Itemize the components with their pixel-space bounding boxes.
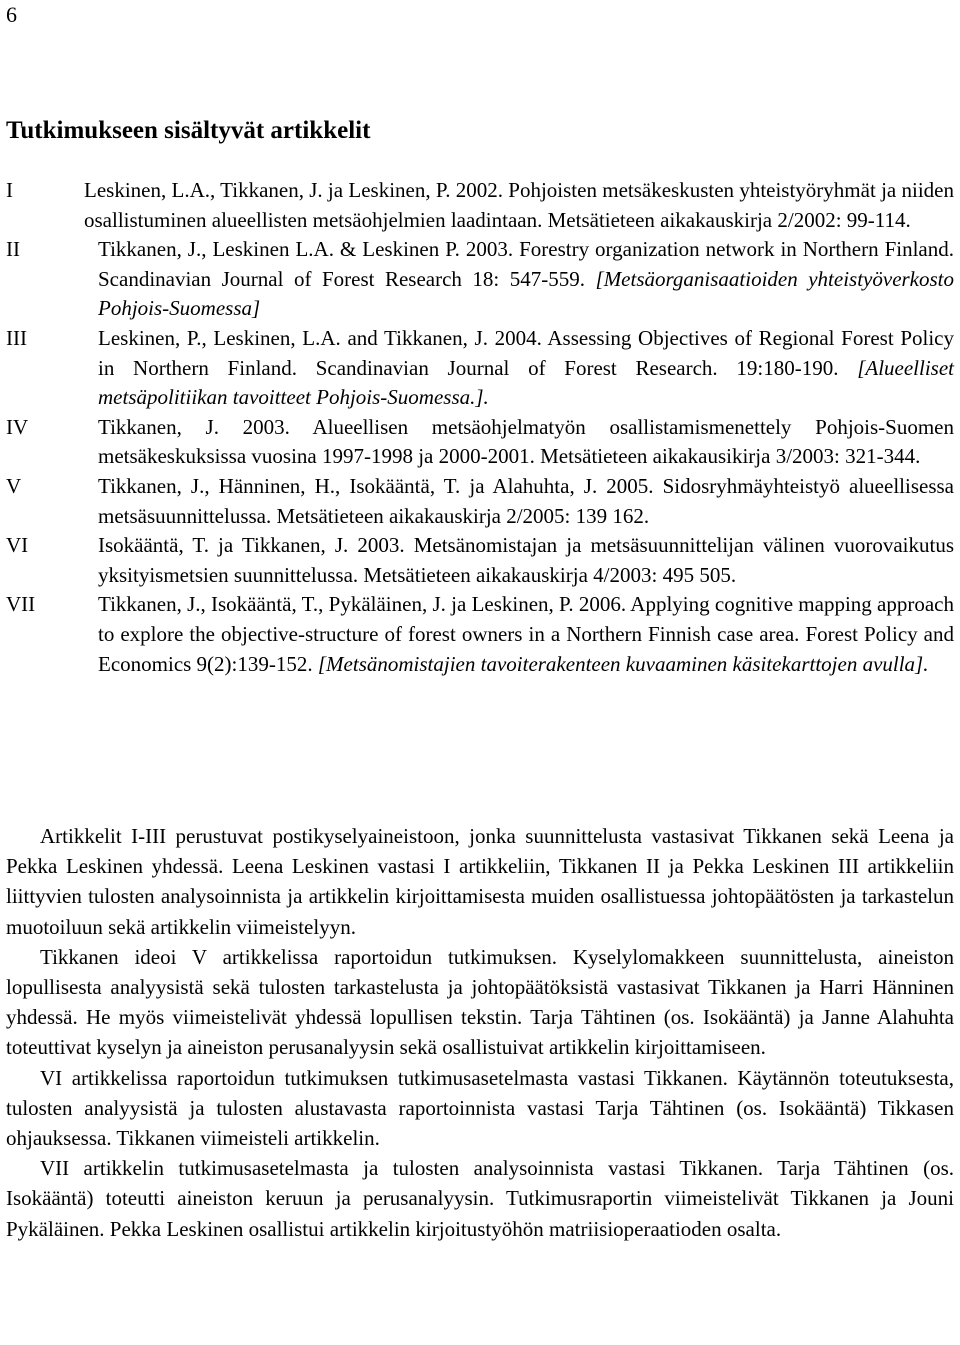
reference-text: Tikkanen, J., Hänninen, H., Isokääntä, T. ja Alahuhta, J. 2005. Sidosryhmäyhteistyö alueellisessa metsäsuunnittelussa. Metsätieteen aikakauskirja 2/2005: 139 162. (98, 473, 954, 528)
reference-item (6, 590, 954, 679)
reference-item (6, 176, 954, 235)
reference-note: [Metsänomistajien tavoiterakenteen kuvaaminen käsitekarttojen avulla]. (317, 651, 929, 676)
reference-note: [Alueelliset metsäpolitiikan tavoitteet Pohjois-Suomessa.]. (98, 355, 955, 410)
reference-text: Tikkanen, J., Isokääntä, T., Pykäläinen, J. ja Leskinen, P. 2006. Applying cognitive mapping approach to explore the objective-structure of forest owners in a Northern Finnish case area. Forest Policy and Economics 9(2):139-152. [Metsänomistajien tavoiterakenteen kuvaaminen käsitekarttojen avulla]. (98, 592, 954, 676)
reference-item (6, 531, 954, 590)
reference-number: III (6, 325, 27, 350)
section-heading: Tutkimukseen sisältyvät artikkelit (6, 117, 371, 144)
reference-note: [Metsäorganisaatioiden yhteistyöverkosto Pohjois-Suomessa] (98, 266, 955, 321)
reference-number: IV (6, 414, 29, 439)
reference-number: VI (6, 533, 29, 558)
reference-text: Leskinen, L.A., Tikkanen, J. ja Leskinen, P. 2002. Pohjoisten metsäkeskusten yhteistyöryhmät ja niiden osallistuminen alueellisten metsäohjelmien laadintaan. Metsätieteen aikakauskirja 2/2002: 99-114. (84, 178, 954, 232)
reference-text: Tikkanen, J. 2003. Alueellisen metsäohjelmatyön osallistamismenettely Pohjois-Suomen metsäkeskuksissa vuosina 1997-1998 ja 2000-2001. Metsätieteen aikakausikirja 3/2003: 321-344. (98, 414, 954, 469)
paragraph: Artikkelit I-III perustuvat postikyselyaineistoon, jonka suunnittelusta vastasivat Tikkanen sekä Leena ja Pekka Leskinen yhdessä. Leena Leskinen vastasi I artikkeliin, Tikkanen II ja Pekka Leskinen III artikkeliin liittyvien tulosten analysoinnista ja artikkelin kirjoittamisesta muiden osallistuessa johtopäätösten ja tarkastelun muotoiluun sekä artikkelin viimeistelyyn. (6, 824, 954, 939)
reference-item (6, 324, 954, 413)
reference-number: I (6, 178, 13, 202)
reference-number: V (6, 473, 22, 498)
reference-item (6, 235, 954, 324)
reference-text: Tikkanen, J., Leskinen L.A. & Leskinen P. 2003. Forestry organization network in Northern Finland. Scandinavian Journal of Forest Research 18: 547-559. [Metsäorganisaatioiden yhteistyöverkosto Pohjois-Suomessa] (98, 237, 955, 321)
reference-list (6, 176, 954, 679)
reference-text: Leskinen, P., Leskinen, L.A. and Tikkanen, J. 2004. Assessing Objectives of Regional Forest Policy in Northern Finland. Scandinavian Journal of Forest Research. 19:180-190. [Alueelliset metsäpolitiikan tavoitteet Pohjois-Suomessa.]. (98, 325, 955, 410)
reference-number: II (6, 237, 20, 262)
body-text (6, 821, 954, 1244)
paragraph: VI artikkelissa raportoidun tutkimuksen tutkimusasetelmasta vastasi Tikkanen. Käytännön toteutuksesta, tulosten analyysistä ja tulosten alustavasta raportoinnista vastasi Tarja Tähtinen (os. Isokääntä) Tikkasen ohjauksessa. Tikkanen viimeisteli artikkelin. (6, 1065, 954, 1151)
reference-text: Isokääntä, T. ja Tikkanen, J. 2003. Metsänomistajan ja metsäsuunnittelijan välinen vuorovaikutus yksityismetsien suunnittelussa. Metsätieteen aikakauskirja 4/2003: 495 505. (98, 533, 954, 587)
reference-number: VII (6, 592, 36, 617)
paragraph: VII artikkelin tutkimusasetelmasta ja tulosten analysoinnista vastasi Tikkanen. Tarja Tähtinen (os. Isokääntä) toteutti aineiston keruun ja perusanalyysin. Tutkimusraportin viimeistelivät Tikkanen ja Jouni Pykäläinen. Pekka Leskinen osallistui artikkelin kirjoitustyöhön matriisioperaatioden osalta. (6, 1156, 954, 1241)
paragraph: Tikkanen ideoi V artikkelissa raportoidun tutkimuksen. Kyselylomakkeen suunnittelusta, aineiston lopullisesta analyysistä sekä tulosten tarkastelusta ja johtopäätöksistä vastasivat Tikkanen ja Harri Hänninen yhdessä. He myös viimeistelivät yhdessä lopullisen tekstin. Tarja Tähtinen (os. Isokääntä) ja Janne Alahuhta toteuttivat kyselyn ja aineiston perusanalyysin sekä osallistuivat artikkelin kirjoittamiseen. (6, 944, 954, 1060)
reference-item (6, 413, 954, 472)
page-number: 6 (6, 2, 17, 27)
reference-item (6, 472, 954, 531)
